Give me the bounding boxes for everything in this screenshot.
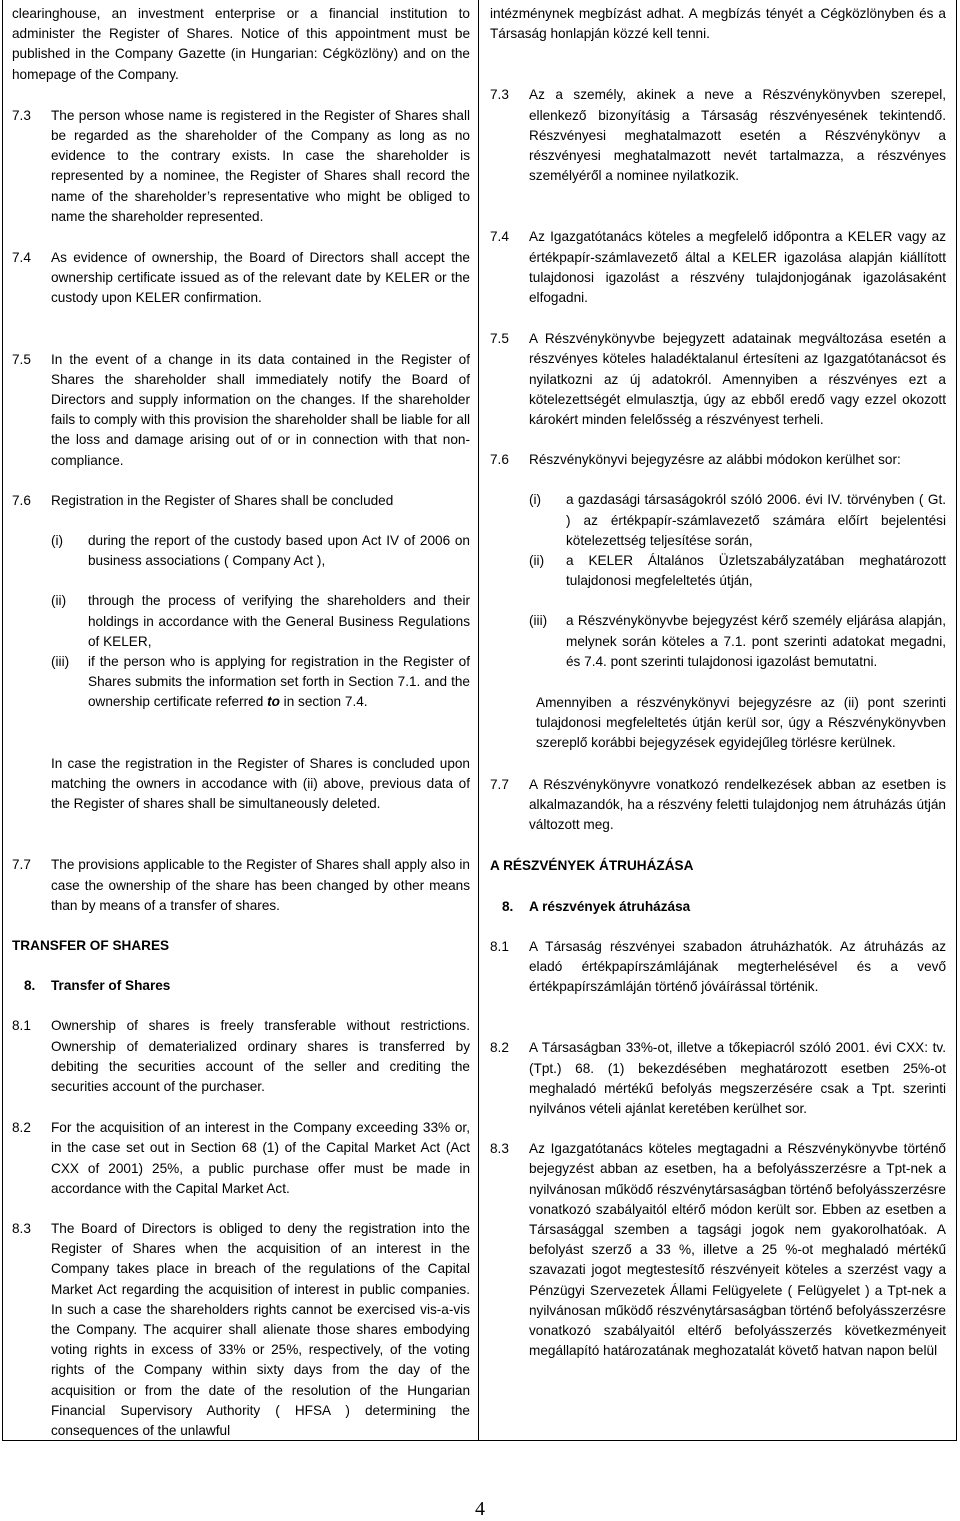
- section-number: 8.2: [12, 1120, 31, 1136]
- transfer-heading: A RÉSZVÉNYEK ÁTRUHÁZÁSA: [490, 858, 694, 874]
- section-text: Registration in the Register of Shares shall be concluded: [51, 492, 394, 508]
- section-8-3: [490, 1139, 946, 1361]
- section-number: 7.5: [490, 331, 509, 347]
- intro-paragraph: intézménynek megbízást adhat. A megbízás tényét a Cégközlönyben és a Társaság honlapján közzé kell tenni.: [490, 6, 946, 42]
- section-text: A Részvénykönyvre vonatkozó rendelkezések abban az esetben is alkalmazandók, ha a részvény feletti tulajdonjog nem átruházás útján változott meg.: [529, 776, 946, 833]
- section-8-1: [12, 1016, 470, 1097]
- section-text: As evidence of ownership, the Board of Directors shall accept the ownership certificate issued as of the relevant date by KELER or the custody upon KELER confirmation.: [51, 250, 470, 306]
- page-number: 4: [475, 1498, 485, 1520]
- section-text: Az a személy, akinek a neve a Részvénykönyvben szerepel, ellenkező bizonyításig a Társaság részvényesének tekintendő. Részvényesi meghatalmazott esetén a Részvénykönyv a részvényesi meghatalmazott nevét tartalmazza, a részvényes személyéről a nominee nyilatkozik.: [529, 87, 946, 184]
- section-number: 8.2: [490, 1040, 509, 1056]
- section-number: 8.: [24, 978, 36, 994]
- list-item: [51, 652, 470, 713]
- section-number: 7.6: [490, 452, 509, 468]
- item-text: [88, 652, 470, 713]
- item-number: (ii): [51, 593, 67, 609]
- deletion-paragraph: Amennyiben a részvénykönyvi bejegyzésre az (ii) pont szerinti tulajdonosi megfeleltetés útján kerül sor, úgy a Részvénykönyvben szereplő korábbi bejegyzések egyidejűleg törlésre kerülnek.: [536, 695, 946, 751]
- registration-methods-list: [51, 531, 470, 713]
- item-text: a KELER Általános Üzletszabályzatában meghatározott tulajdonosi megfeleltetés útján,: [566, 553, 946, 589]
- section-7-6: [12, 491, 470, 511]
- section-7-5: [490, 329, 946, 430]
- section-text: Az Igazgatótanács köteles megtagadni a Részvénykönyvbe történő bejegyzést abban az esetben, ha a befolyásszerzésre a Tpt-nek a nyilvánosan működő részvénytársaságban történő befolyásszerzésre vonatkozó szabályaitól eltérő módon került sor. Ebben az esetben a Társasággal szemben a tagsági jogok nem gyakorolhatóak. A befolyást szerző a 33 %, illetve a 25 %-ot meghaladó mértékű szavazati jogot megtestesítő részvényeit köteles a szerzést vagy a Pénzügyi Szervezetek Állami Felügyelete ( Felügyelet ) a Tpt-nek a nyilvánosan működő részvénytársaságban történő befolyásszerzésre vonatkozó szabályaitól eltérő befolyásszerzés következményeit megállapító határozatának meghozatalát követő hatvan napon belül: [529, 1141, 946, 1359]
- section-text: A Részvénykönyvbe bejegyzett adatainak megváltozása esetén a részvényes köteles haladéktalanul értesíteni az Igazgatótanácsot és nyilatkozni az új adatokról. Amennyiben a részvényes ezt a kötelezettségét elmulasztja, úgy az ebből eredő vagy ezzel okozott károkért minden felelősség a részvényest terheli.: [529, 331, 946, 428]
- section-text: Az Igazgatótanács köteles a megfelelő időpontra a KELER vagy az értékpapír-számlavezető által a KELER igazolása alapján kiállított tulajdonosi igazolást a részvény tulajdonjogának igazolásaként elfogadni.: [529, 229, 946, 306]
- section-text: For the acquisition of an interest in the Company exceeding 33% or, in the case set out in Section 68 (1) of the Capital Market Act (Act CXX of 2001) 25%, a public purchase offer must be made in accordance with the Capital Market Act.: [51, 1120, 470, 1196]
- section-text: The Board of Directors is obliged to deny the registration into the Register of Shares when the acquisition of an interest in the Company takes place in breach of the regulations of the Capital Market Act regarding the acquisition of interest in public companies. In such a case the shareholders rights cannot be exercised vis-a-vis the Company. The acquirer shall alienate those shares embodying voting rights in excess of 33% or 25%, respectively, of the voting rights of the Company within sixty days from the day of the acquisition or from the date of the resolution of the Hungarian Financial Supervisory Authority ( HFSA ) determining the consequences of the unlawful: [51, 1220, 470, 1438]
- section-8-3: [12, 1219, 470, 1441]
- section-title: Transfer of Shares: [51, 978, 171, 994]
- section-number: 8.1: [12, 1018, 31, 1034]
- item-number: (iii): [529, 613, 548, 629]
- item-text: during the report of the custody based upon Act IV of 2006 on business associations ( Company Act ),: [88, 533, 470, 569]
- section-7-3: [490, 85, 946, 186]
- english-column: [12, 4, 470, 1441]
- section-8-2: [12, 1118, 470, 1199]
- section-7-3: [12, 106, 470, 227]
- list-item: [529, 551, 946, 591]
- section-number: 7.4: [490, 229, 509, 245]
- emphasized-word: to: [267, 694, 280, 710]
- section-number: 8.3: [12, 1220, 31, 1236]
- list-item: [529, 611, 946, 672]
- section-text: In the event of a change in its data contained in the Register of Shares the shareholder shall immediately notify the Board of Directors and supply information on the changes. If the shareholder fails to comply with this provision the shareholder shall be liable for all the loss and damage arising out of or in connection with that non-compliance.: [51, 351, 470, 468]
- intro-paragraph: clearinghouse, an investment enterprise or a financial institution to administer the Register of Shares. Notice of this appointment must be published in the Company Gazette (in Hungarian: Cégközlöny) and on the homepage of the Company.: [12, 6, 470, 82]
- section-text: Ownership of shares is freely transferable without restrictions. Ownership of dematerialized ordinary shares is transferred by debiting the securities account of the seller and crediting the securities account of the purchaser.: [51, 1018, 470, 1094]
- section-8-2: [490, 1038, 946, 1119]
- item-number: (ii): [529, 553, 545, 569]
- section-7-7: [12, 855, 470, 916]
- section-number: 7.5: [12, 351, 31, 367]
- section-number: 7.4: [12, 250, 31, 266]
- section-7-6: [490, 450, 946, 470]
- registration-methods-list: [529, 490, 946, 672]
- transfer-heading: TRANSFER OF SHARES: [12, 937, 170, 953]
- section-text: A Társaságban 33%-ot, illetve a tőkepiacról szóló 2001. évi CXX: tv. (Tpt.) 68. (1) bekezdésében meghatározott esetben 25%-ot meghaladó mértékű befolyás megszerzésére csak a Tpt. szerinti nyilvános vételi ajánlat keretében kerülhet sor.: [529, 1040, 946, 1116]
- section-number: 8.3: [490, 1141, 509, 1157]
- list-item: [51, 591, 470, 652]
- item-number: (i): [529, 492, 542, 508]
- item-number: (i): [51, 533, 64, 549]
- section-7-4: [490, 227, 946, 308]
- section-number: 7.3: [490, 87, 509, 103]
- section-7-7: [490, 775, 946, 836]
- list-item: [529, 490, 946, 551]
- hungarian-column: [490, 4, 946, 1361]
- section-text: The provisions applicable to the Register of Shares shall apply also in case the ownership of the share has been changed by other means than by means of a transfer of shares.: [51, 857, 470, 913]
- column-divider: [478, 0, 479, 1440]
- section-8: [24, 976, 470, 996]
- section-8: [502, 897, 946, 917]
- item-text-start: if the person who is applying for registration in the Register of Shares submits the information set forth in Section 7.1. and the ownership certificate referred: [88, 654, 470, 710]
- section-number: 8.1: [490, 938, 509, 954]
- section-number: 8.: [502, 898, 514, 914]
- item-number: (iii): [51, 654, 70, 670]
- section-title: A részvények átruházása: [529, 898, 691, 914]
- list-item: [51, 531, 470, 571]
- section-text: Részvénykönyvi bejegyzésre az alábbi módokon kerülhet sor:: [529, 452, 901, 468]
- item-text: through the process of verifying the shareholders and their holdings in accordance with the General Business Regulations of KELER,: [88, 593, 470, 649]
- section-text: The person whose name is registered in the Register of Shares shall be regarded as the shareholder of the Company as long as no evidence to the contrary exists. In case the shareholder is represented by a nominee, the Register of Shares shall record the name of the shareholder’s representative who might be obliged to name the shareholder represented.: [51, 107, 470, 224]
- section-8-1: [490, 937, 946, 998]
- deletion-paragraph: In case the registration in the Register of Shares is concluded upon matching the owners in accodance with (ii) above, previous data of the Register of shares shall be simultaneously deleted.: [51, 755, 470, 812]
- section-number: 7.7: [490, 776, 509, 792]
- section-number: 7.7: [12, 857, 31, 873]
- section-7-5: [12, 350, 470, 471]
- section-number: 7.3: [12, 107, 31, 123]
- section-7-4: [12, 248, 470, 309]
- item-text: a Részvénykönyvbe bejegyzést kérő személy eljárása alapján, melynek során köteles a 7.1. pont szerinti adatokat megadni, és 7.4. pont szerinti tulajdonosi igazolást bemutatni.: [566, 613, 946, 669]
- item-text: a gazdasági társaságokról szóló 2006. évi IV. törvényben ( Gt. ) az értékpapír-számlavezető számára előírt bejelentési kötelezettség teljesítése során,: [566, 492, 946, 548]
- item-text-end: in section 7.4.: [279, 694, 368, 710]
- section-text: A Társaság részvényei szabadon átruházhatók. Az átruházás az eladó értékpapírszámlájának megterhelésével és a vevő értékpapírszámláján történő jóváírással történik.: [529, 938, 946, 995]
- section-number: 7.6: [12, 492, 31, 508]
